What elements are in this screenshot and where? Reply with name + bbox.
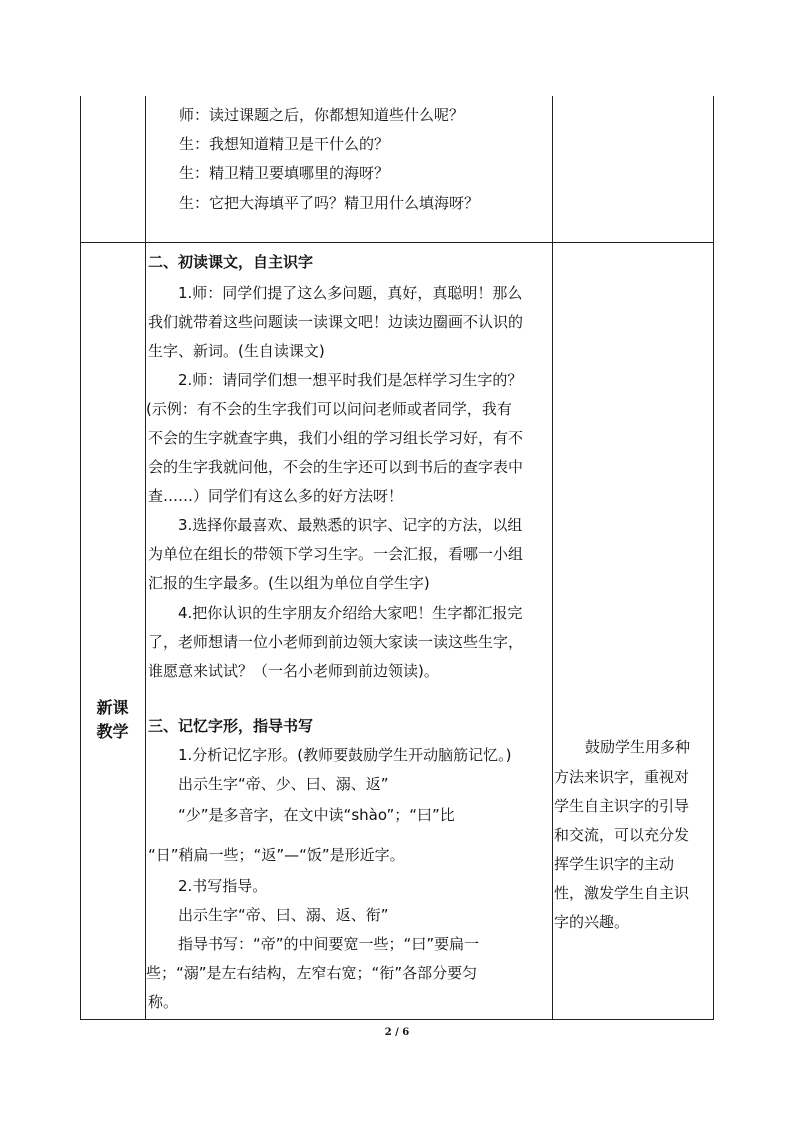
content-line: 查……）同学们有这么多的好方法呀！ (148, 487, 404, 505)
side-note-line: 和交流，可以充分发 (554, 826, 690, 844)
content-line: 3.选择你最喜欢、最熟悉的识字、记字的方法，以组 (178, 516, 523, 534)
table-row-separator (80, 242, 714, 243)
table-border-left (80, 96, 81, 1020)
content-line: 汇报的生字最多。(生以组为单位自学生字) (148, 574, 430, 592)
side-note-line: 性，激发学生自主识 (554, 884, 690, 902)
section-label (80, 696, 145, 744)
content-line: 1.分析记忆字形。(教师要鼓励学生开动脑筋记忆。) (178, 746, 512, 764)
content-line: “少”是多音字，在文中读“shào”；“曰”比 (178, 806, 455, 824)
dialogue-line: 生：我想知道精卫是干什么的？ (179, 135, 390, 153)
section-heading: 三、记忆字形，指导书写 (148, 717, 314, 735)
content-line: 称。 (148, 993, 179, 1011)
dialogue-line: 师：读过课题之后，你都想知道些什么呢？ (179, 106, 465, 124)
content-line: 指导书写：“帝”的中间要宽一些；“曰”要扁一 (178, 935, 480, 953)
table-border-right (713, 96, 714, 1020)
side-note-line: 字的兴趣。 (554, 913, 630, 931)
section-label-line2: 教学 (96, 722, 129, 741)
content-line: 2.书写指导。 (178, 877, 268, 895)
content-line: 2.师：请同学们想一想平时我们是怎样学习生字的？ (178, 371, 523, 389)
content-line: 出示生字“帝、少、曰、溺、返” (178, 775, 389, 793)
content-line: (示例：有不会的生字我们可以问问老师或者同学，我有 (146, 400, 512, 418)
content-line: 谁愿意来试试？（一名小老师到前边领读)。 (148, 662, 439, 680)
content-line: “日”稍扁一些；“返”—“饭”是形近字。 (148, 846, 405, 864)
section-heading: 二、初读课文，自主识字 (148, 253, 314, 271)
table-border-bottom (80, 1019, 714, 1020)
content-line: 会的生字我就问他，不会的生字还可以到书后的查字表中 (148, 458, 524, 476)
dialogue-line: 生：精卫精卫要填哪里的海呀？ (179, 164, 390, 182)
content-line: 1.师：同学们提了这么多问题，真好，真聪明！那么 (178, 284, 523, 302)
side-note-line: 鼓励学生用多种 (585, 738, 691, 756)
content-line: 些；“溺”是左右结构，左窄右宽；“衔”各部分要匀 (146, 964, 478, 982)
side-note-line: 挥学生识字的主动 (554, 855, 675, 873)
content-line: 4.把你认识的生字朋友介绍给大家吧！生字都汇报完 (178, 604, 523, 622)
side-note-line: 方法来识字，重视对 (554, 768, 690, 786)
content-line: 生字、新词。(生自读课文) (148, 342, 325, 360)
content-line: 出示生字“帝、曰、溺、返、衔” (178, 906, 389, 924)
content-line: 我们就带着这些问题读一读课文吧！边读边圈画不认识的 (148, 313, 524, 331)
content-line: 了，老师想请一位小老师到前边领大家读一读这些生字， (148, 633, 524, 651)
section-label-line1: 新课 (96, 698, 129, 717)
page-number: 2 / 6 (384, 1027, 410, 1038)
table-divider-label (145, 96, 146, 1020)
content-line: 为单位在组长的带领下学习生字。一会汇报，看哪一小组 (148, 545, 524, 563)
dialogue-line: 生：它把大海填平了吗？精卫用什么填海呀？ (179, 194, 480, 212)
table-divider-note (552, 96, 553, 1020)
side-note-line: 学生自主识字的引导 (554, 797, 690, 815)
content-line: 不会的生字就查字典，我们小组的学习组长学习好，有不 (148, 429, 524, 447)
lesson-table (80, 96, 714, 1020)
